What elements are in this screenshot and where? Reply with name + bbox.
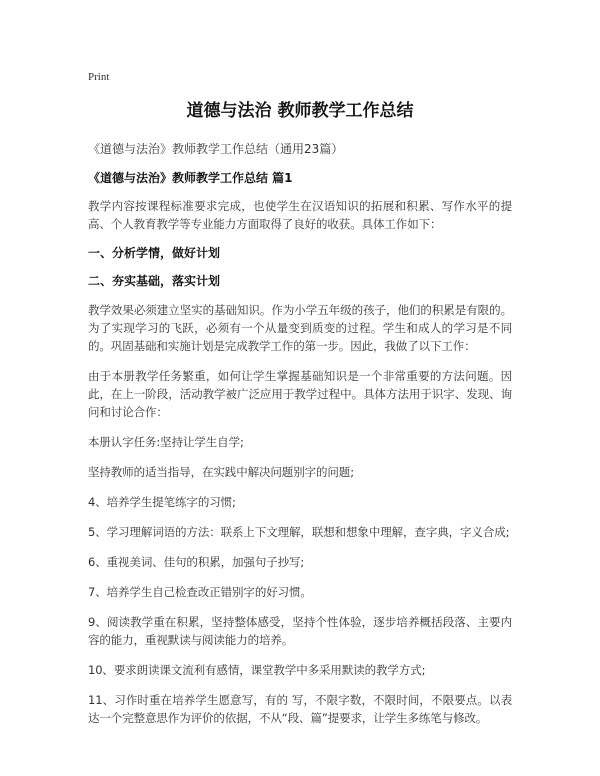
heading-analysis: 一、分析学情，做好计划 [88, 246, 221, 260]
body-paragraph: 11、习作时重在培养学生愿意写，有的 写，不限字数，不限时间，不限要点。以表达一个完整意思作为评价的依据，不从“段、篇”提要求，让学生多练笔与修改。 [88, 693, 512, 725]
body-paragraph: 5、学习理解词语的方法：联系上下文理解，联想和想象中理解，查字典，字义合成; [88, 525, 510, 539]
body-paragraph: 6、重视美词、佳句的积累，加强句子抄写; [88, 555, 305, 569]
heading-foundation: 二、夯实基础，落实计划 [88, 274, 221, 288]
body-paragraph: 4、培养学生提笔练字的习惯; [88, 495, 236, 509]
body-paragraph: 教学效果必须建立坚实的基础知识。作为小学五年级的孩子，他们的积累是有限的。为了实现学习的飞跃，必须有一个从量变到质变的过程。学生和成人的学习是不同的。巩固基础和实施计划是完成教学工作的第一步。因此，我做了以下工作： [88, 303, 512, 353]
body-paragraph: 坚持教师的适当指导，在实践中解决问题别字的问题; [88, 465, 354, 479]
section-title: 《道德与法治》教师教学工作总结 篇1 [88, 171, 293, 185]
body-paragraph: 10、要求朗读课文流利有感情，课堂教学中多采用默读的教学方式; [88, 663, 426, 677]
document-subtitle: 《道德与法治》教师教学工作总结（通用23篇） [88, 142, 344, 156]
page-title: 道德与法治 教师教学工作总结 [186, 101, 414, 121]
body-paragraph: 由于本册教学任务繁重，如何让学生掌握基础知识是一个非常重要的方法问题。因此，在上一阶段，活动教学被广泛应用于教学过程中。具体方法用于识字、发现、询问和讨论合作： [88, 369, 512, 419]
body-paragraph: 本册认字任务:坚持让学生自学; [88, 435, 244, 449]
body-paragraph: 7、培养学生自己检查改正错别字的好习惯。 [88, 585, 312, 599]
body-paragraph: 9、阅读教学重在积累，坚持整体感受，坚持个性体验，逐步培养概括段落、主要内容的能力，重视默读与阅读能力的培养。 [88, 615, 512, 647]
print-link[interactable]: Print [88, 71, 110, 83]
intro-paragraph: 教学内容按课程标准要求完成，也使学生在汉语知识的拓展和积累、写作水平的提高、个人教育教学等专业能力方面取得了良好的收获。具体工作如下： [88, 199, 512, 231]
